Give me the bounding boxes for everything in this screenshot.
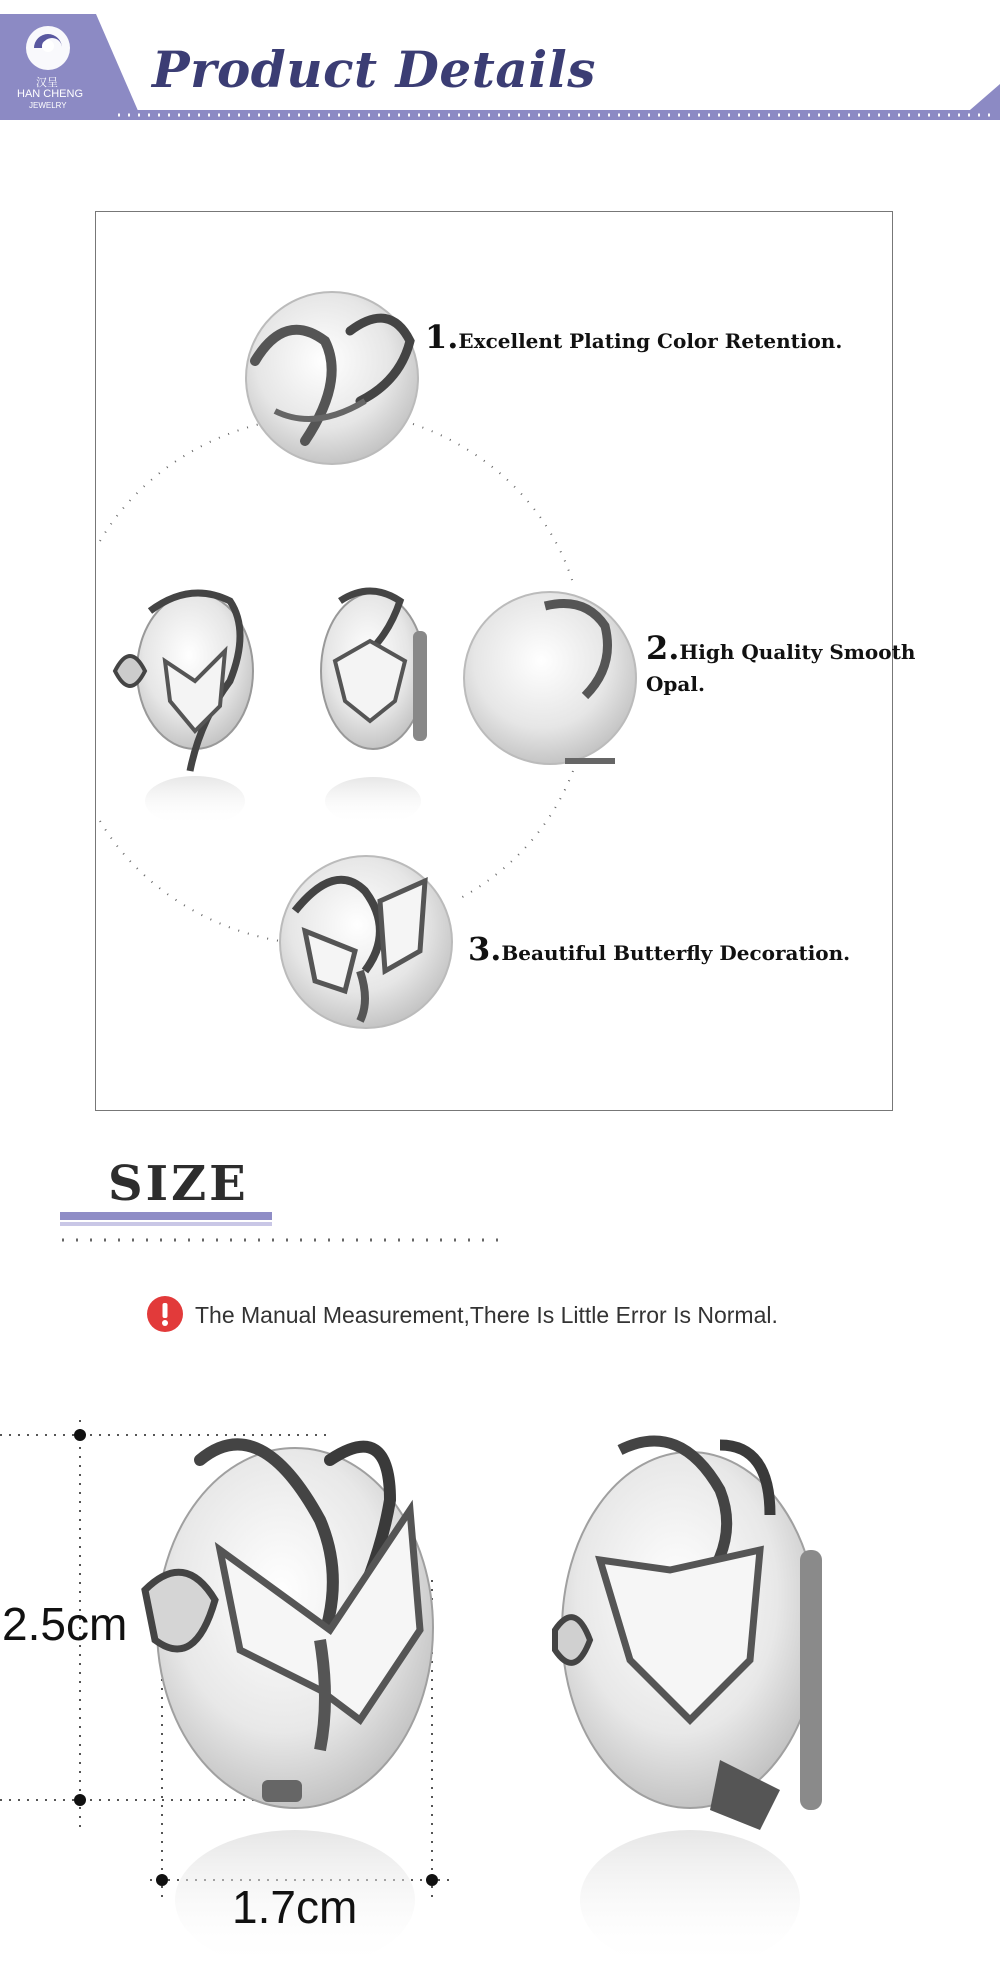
feature-2-number: 2.: [646, 629, 680, 667]
exclamation-icon: [147, 1296, 183, 1332]
measurement-note: The Manual Measurement,There Is Little Error Is Normal.: [195, 1302, 778, 1328]
logo-glyph: 汉呈: [36, 77, 58, 89]
earring-side-large: [555, 1441, 822, 1970]
earring-side-small: [321, 591, 427, 825]
size-underline: [60, 1212, 272, 1220]
size-dotted-rule: [60, 1236, 500, 1244]
size-underline-light: [60, 1222, 272, 1226]
feature-3-label: [468, 930, 850, 968]
size-heading: SIZE: [108, 1156, 249, 1212]
feature-2-text-line2: Opal.: [646, 672, 705, 696]
feature-3-text: Beautiful Butterfly Decoration.: [501, 941, 851, 965]
zoom-circle-opal: [464, 592, 636, 764]
height-dimension: 2.5cm: [2, 1598, 128, 1650]
feature-2-text-line1: High Quality Smooth: [679, 640, 916, 664]
earring-front-small: [115, 593, 253, 826]
feature-3-number: 3.: [468, 930, 502, 968]
feature-1-text: Excellent Plating Color Retention.: [458, 329, 843, 353]
feature-2-label: [646, 629, 916, 700]
zoom-circle-butterfly: [280, 856, 452, 1028]
feature-1-number: 1.: [425, 318, 459, 356]
page-title: Product Details: [152, 40, 596, 99]
logo-text: HAN CHENG: [17, 88, 84, 100]
logo-subtext: JEWELRY: [29, 101, 67, 110]
feature-1-label: [425, 318, 842, 356]
zoom-circle-plating: [246, 292, 418, 464]
width-dimension: 1.7cm: [232, 1881, 358, 1933]
size-illustration: [0, 1400, 1000, 1974]
